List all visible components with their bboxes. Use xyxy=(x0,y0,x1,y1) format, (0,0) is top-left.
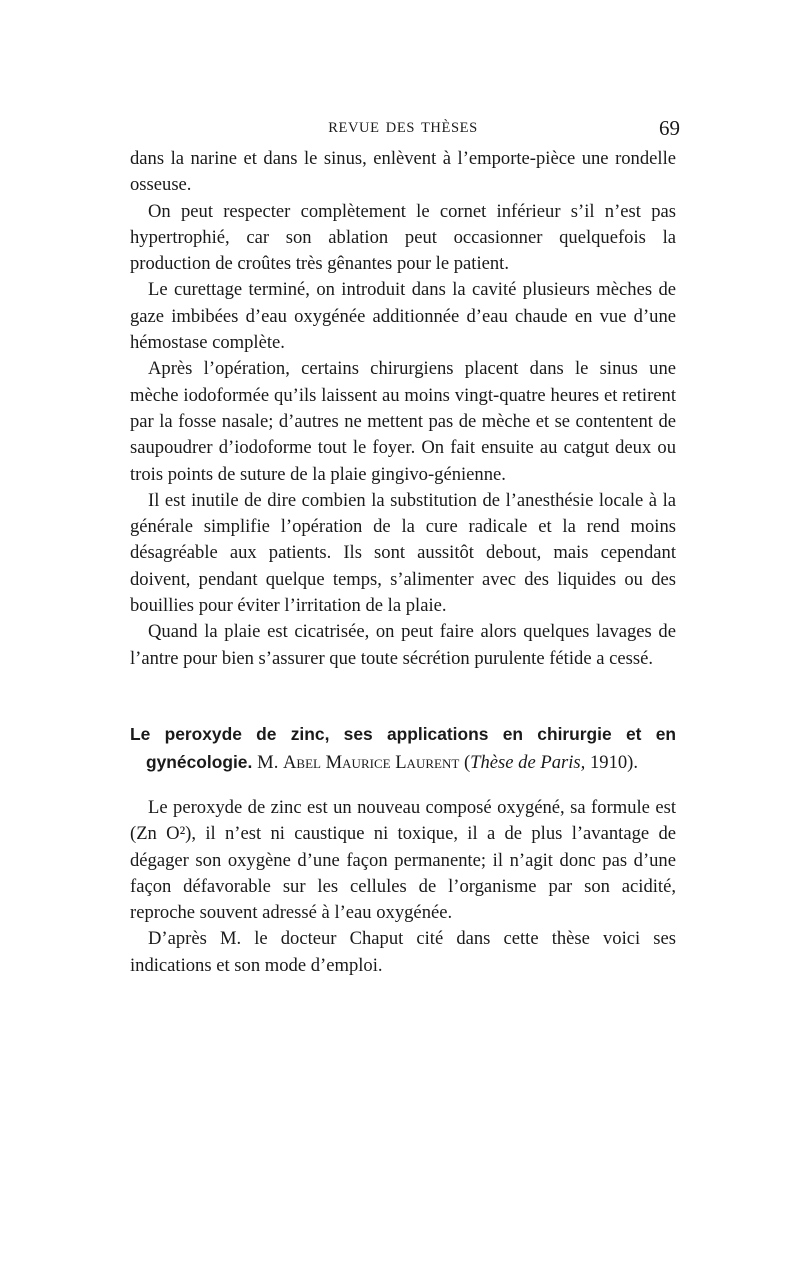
thesis-review-section xyxy=(130,720,676,979)
paragraph: Le curettage terminé, on introduit dans la cavité plusieurs mèches de gaze imbibées d’eau oxygénée additionnée d’eau chaude en vue d’une hémostase complète. xyxy=(130,279,676,354)
page-header xyxy=(130,112,680,146)
body-text-top xyxy=(130,146,676,672)
section-heading xyxy=(130,720,676,777)
author-name: Abel Maurice Laurent xyxy=(283,751,460,773)
section-title: Le peroxyde de zinc, ses applications en chirurgie et en gynécologie. xyxy=(130,723,676,772)
document-page xyxy=(130,112,680,979)
body-text-bottom xyxy=(130,795,676,979)
section-author: M. Abel Maurice Laurent (Thèse de Paris, 1910). xyxy=(257,751,638,773)
paragraph: dans la narine et dans le sinus, enlèvent à l’emporte-pièce une rondelle osseuse. xyxy=(130,148,676,196)
thesis-title: Thèse de Paris, xyxy=(470,751,586,773)
running-title: REVUE DES THÈSES xyxy=(328,120,478,136)
paragraph: Quand la plaie est cicatrisée, on peut faire alors quelques lavages de l’antre pour bien s’assurer que toute sécrétion purulente fétide a cessé. xyxy=(130,621,676,669)
paragraph: D’après M. le docteur Chaput cité dans cette thèse voici ses indications et son mode d’emploi. xyxy=(130,928,676,976)
paragraph: Il est inutile de dire combien la substitution de l’anesthésie locale à la générale simplifie l’opération de la cure radicale et la rend moins désagréable aux patients. Ils sont aussitôt debout, mais cependant doivent, pendant quelque temps, s’alimenter avec des liquides ou des bouillies pour éviter l’irritation de la plaie. xyxy=(130,489,676,617)
paragraph: On peut respecter complètement le cornet inférieur s’il n’est pas hypertrophié, car son ablation peut occasionner quelquefois la production de croûtes très gênantes pour le patient. xyxy=(130,200,676,275)
thesis-year: 1910 xyxy=(589,751,628,773)
paragraph: Le peroxyde de zinc est un nouveau composé oxygéné, sa formule est (Zn O²), il n’est ni caustique ni toxique, il a de plus l’avantage de dégager son oxygène d’une façon permanente; il n’agit donc pas d’une façon défavorable sur les cellules de l’organisme par son acidité, reproche souvent adressé à l’eau oxygénée. xyxy=(130,796,676,924)
page-number: 69 xyxy=(659,116,680,140)
paragraph: Après l’opération, certains chirurgiens placent dans le sinus une mèche iodoformée qu’ils laissent au moins vingt-quatre heures et retirent par la fosse nasale; d’autres ne mettent pas de mèche et se contentent de saupoudrer d’iodoforme tout le foyer. On fait ensuite au catgut deux ou trois points de suture de la plaie gingivo-génienne. xyxy=(130,358,676,485)
